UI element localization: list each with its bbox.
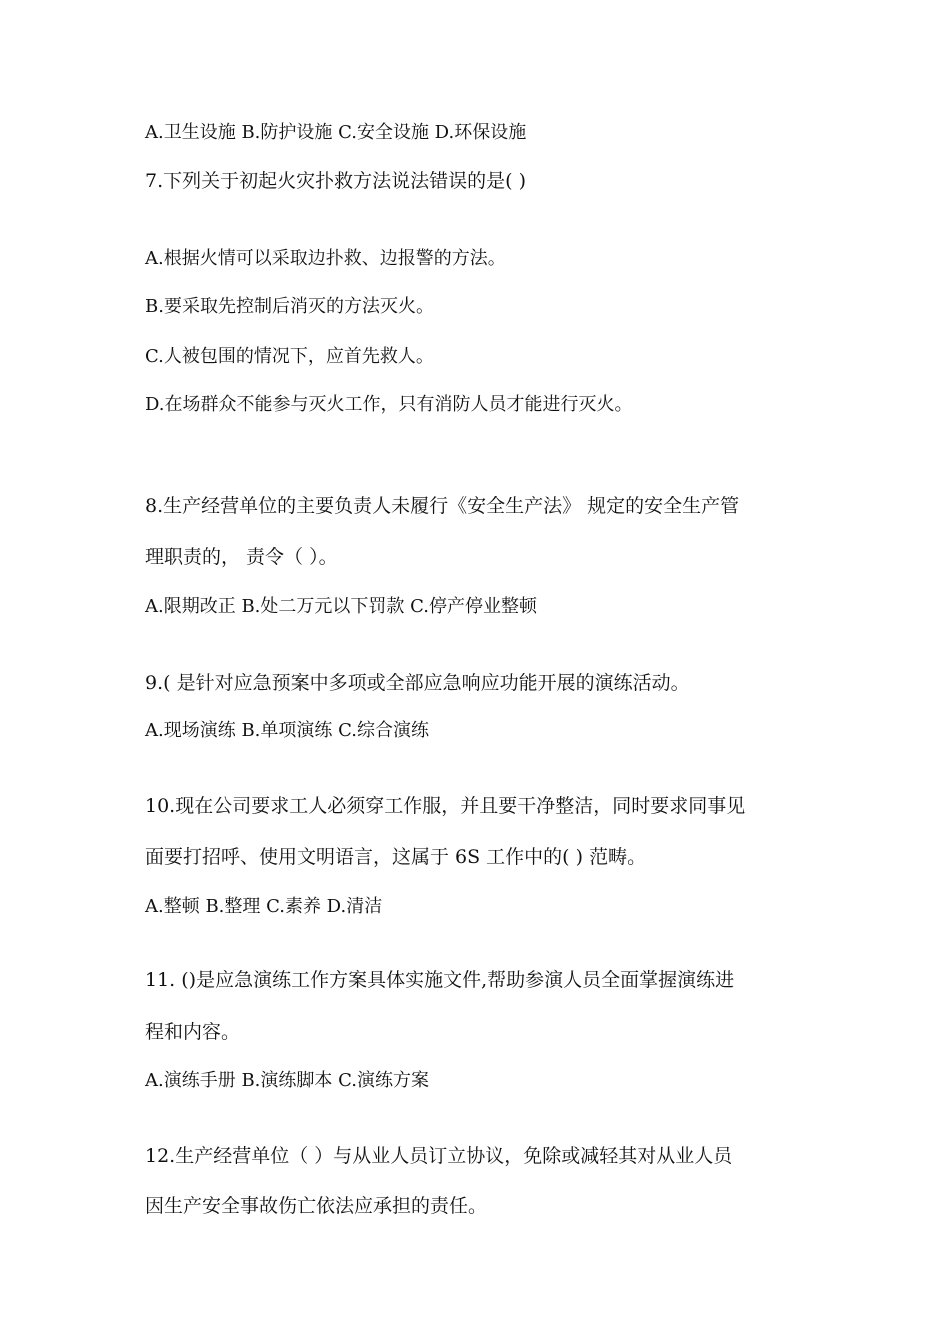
q6-options: A.卫生设施 B.防护设施 C.安全设施 D.环保设施 — [145, 122, 527, 143]
q10-options: A.整顿 B.整理 C.素养 D.清洁 — [145, 896, 383, 917]
q10-stem-line2: 面要打招呼、使用文明语言，这属于 6S 工作中的( ) 范畴。 — [145, 846, 647, 868]
q10-stem-line1: 10.现在公司要求工人必须穿工作服，并且要干净整洁，同时要求同事见 — [145, 795, 746, 817]
q12-stem-line1: 12.生产经营单位（ ）与从业人员订立协议，免除或减轻其对从业人员 — [145, 1145, 733, 1167]
q7-option-b: B.要采取先控制后消灭的方法灭火。 — [145, 296, 434, 317]
q8-stem-line2: 理职责的， 责令（ ）。 — [145, 546, 338, 568]
q8-stem-line1: 8.生产经营单位的主要负责人未履行《安全生产法》 规定的安全生产管 — [145, 495, 740, 517]
q9-stem: 9.( 是针对应急预案中多项或全部应急响应功能开展的演练活动。 — [145, 672, 690, 694]
q11-stem-line2: 程和内容。 — [145, 1021, 241, 1043]
q7-option-a: A.根据火情可以采取边扑救、边报警的方法。 — [145, 248, 506, 269]
q11-options: A.演练手册 B.演练脚本 C.演练方案 — [145, 1070, 429, 1091]
q7-stem: 7.下列关于初起火灾扑救方法说法错误的是( ) — [145, 170, 526, 192]
q9-options: A.现场演练 B.单项演练 C.综合演练 — [145, 720, 429, 741]
q12-stem-line2: 因生产安全事故伤亡依法应承担的责任。 — [145, 1195, 488, 1217]
q8-options: A.限期改正 B.处二万元以下罚款 C.停产停业整顿 — [145, 596, 537, 617]
q7-option-d: D.在场群众不能参与灭火工作，只有消防人员才能进行灭火。 — [145, 394, 633, 415]
q7-option-c: C.人被包围的情况下，应首先救人。 — [145, 346, 434, 367]
q11-stem-line1: 11. ()是应急演练工作方案具体实施文件,帮助参演人员全面掌握演练进 — [145, 969, 735, 991]
